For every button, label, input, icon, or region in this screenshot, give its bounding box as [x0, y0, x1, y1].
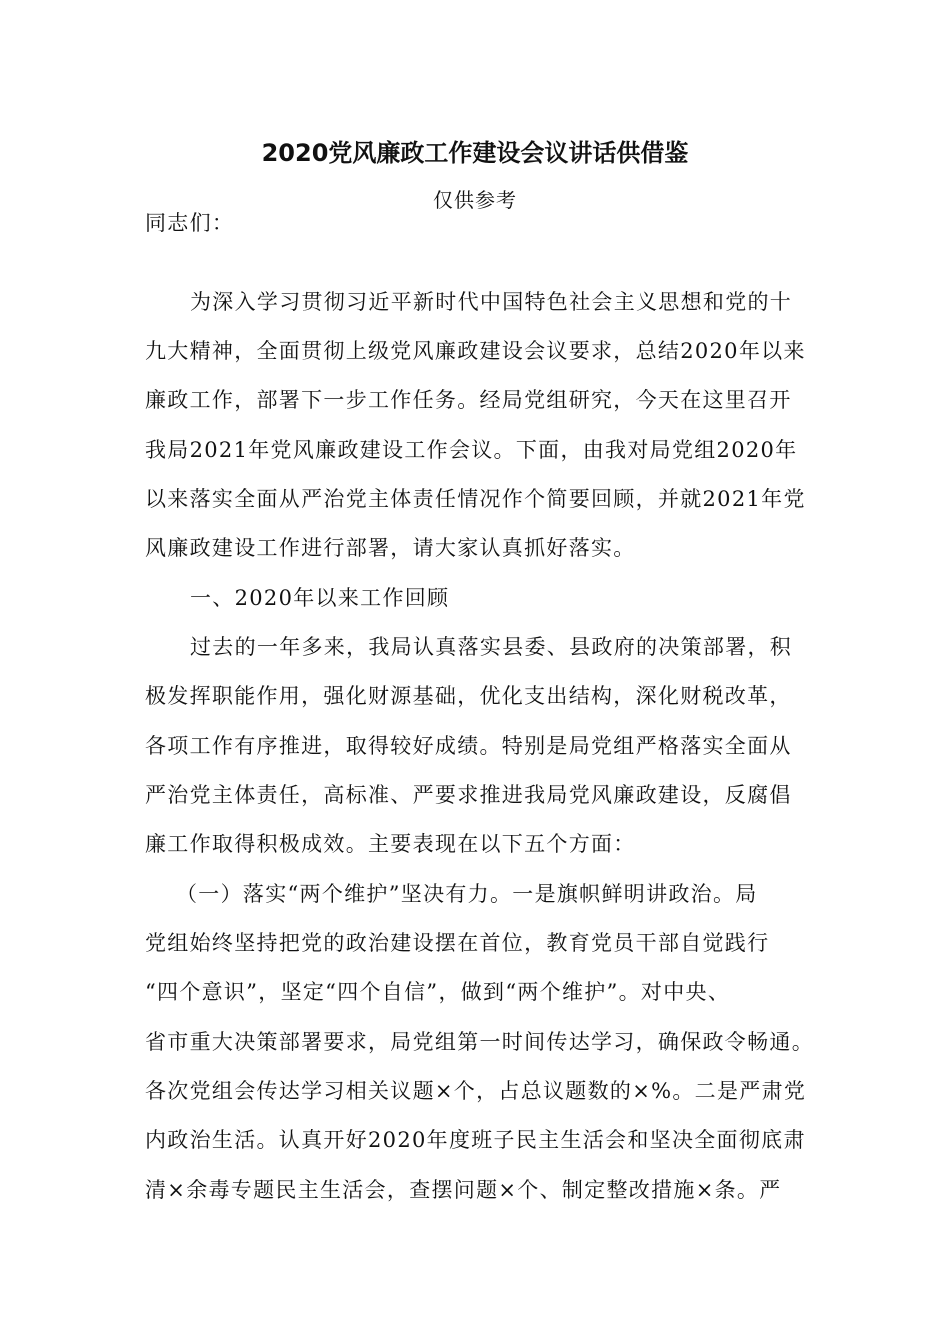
paragraph-line: 极发挥职能作用，强化财源基础，优化支出结构，深化财税改革， — [145, 684, 792, 708]
salutation: 同志们： — [145, 211, 235, 235]
paragraph-line: 风廉政建设工作进行部署，请大家认真抓好落实。 — [145, 536, 636, 560]
paragraph-line: 内政治生活。认真开好2020年度班子民主生活会和坚决全面彻底肃 — [145, 1128, 806, 1152]
paragraph-line: 九大精神，全面贯彻上级党风廉政建设会议要求，总结2020年以来 — [145, 339, 806, 363]
subsection-line: （一）落实“两个维护”坚决有力。一是旗帜鲜明讲政治。局 — [176, 882, 758, 906]
paragraph-line: 廉工作取得积极成效。主要表现在以下五个方面： — [145, 832, 636, 856]
document-subtitle: 仅供参考 — [433, 188, 517, 212]
paragraph-line: 党组始终坚持把党的政治建设摆在首位，教育党员干部自觉践行 — [145, 931, 770, 955]
paragraph-line: 过去的一年多来，我局认真落实县委、县政府的决策部署，积 — [190, 635, 793, 659]
paragraph-line: 我局2021年党风廉政建设工作会议。下面，由我对局党组2020年 — [145, 438, 798, 462]
paragraph-line: 清×余毒专题民主生活会，查摆问题×个、制定整改措施×条。严 — [145, 1178, 782, 1202]
paragraph-line: 以来落实全面从严治党主体责任情况作个简要回顾，并就2021年党 — [145, 487, 806, 511]
paragraph-line: 严治党主体责任，高标准、严要求推进我局党风廉政建设，反腐倡 — [145, 783, 792, 807]
paragraph-line: 各次党组会传达学习相关议题×个，占总议题数的×%。二是严肃党 — [145, 1079, 807, 1103]
paragraph-line: 各项工作有序推进，取得较好成绩。特别是局党组严格落实全面从 — [145, 734, 792, 758]
document-title: 2020党风廉政工作建设会议讲话供借鉴 — [261, 139, 689, 167]
paragraph-line: 廉政工作，部署下一步工作任务。经局党组研究，今天在这里召开 — [145, 388, 792, 412]
section-heading: 一、2020年以来工作回顾 — [190, 586, 450, 610]
paragraph-line: “四个意识”，坚定“四个自信”，做到“两个维护”。对中央、 — [145, 980, 731, 1004]
paragraph-line: 为深入学习贯彻习近平新时代中国特色社会主义思想和党的十 — [190, 290, 793, 314]
paragraph-line: 省市重大决策部署要求，局党组第一时间传达学习，确保政令畅通。 — [145, 1030, 814, 1054]
